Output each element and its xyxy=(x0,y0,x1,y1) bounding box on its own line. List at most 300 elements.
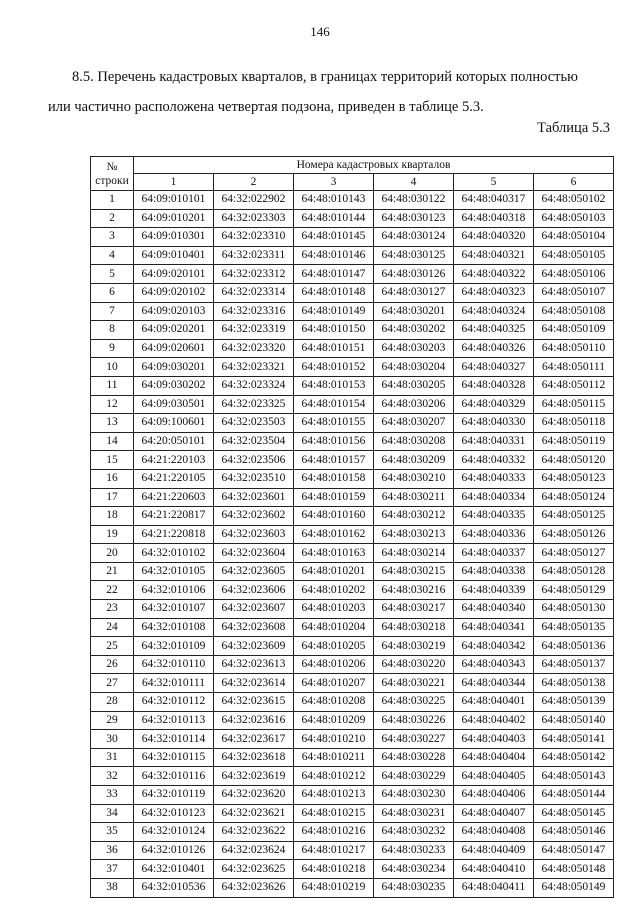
cadastral-number-cell: 64:48:040323 xyxy=(454,283,534,302)
cadastral-number-cell: 64:48:040409 xyxy=(454,841,534,860)
cadastral-number-cell: 64:48:040410 xyxy=(454,860,534,879)
cadastral-number-cell: 64:32:010102 xyxy=(134,544,214,563)
table-row xyxy=(91,469,614,488)
cadastral-number-cell: 64:48:010210 xyxy=(294,730,374,749)
cadastral-number-cell: 64:48:040329 xyxy=(454,395,534,414)
cadastral-number-cell: 64:32:010536 xyxy=(134,878,214,897)
cadastral-number-cell: 64:48:040320 xyxy=(454,228,534,247)
cadastral-number-cell: 64:48:010216 xyxy=(294,823,374,842)
cadastral-number-cell: 64:32:023510 xyxy=(214,469,294,488)
cadastral-number-cell: 64:48:030124 xyxy=(374,228,454,247)
row-number-cell: 31 xyxy=(91,748,134,767)
cadastral-number-cell: 64:48:050109 xyxy=(534,321,614,340)
cadastral-number-cell: 64:09:020101 xyxy=(134,265,214,284)
cadastral-number-cell: 64:32:023601 xyxy=(214,488,294,507)
cadastral-number-cell: 64:48:040337 xyxy=(454,544,534,563)
row-number-cell: 20 xyxy=(91,544,134,563)
cadastral-number-cell: 64:48:040339 xyxy=(454,581,534,600)
cadastral-number-cell: 64:48:010205 xyxy=(294,637,374,656)
cadastral-number-cell: 64:48:030206 xyxy=(374,395,454,414)
cadastral-number-cell: 64:48:040407 xyxy=(454,804,534,823)
row-number-cell: 6 xyxy=(91,283,134,302)
cadastral-number-cell: 64:32:023620 xyxy=(214,786,294,805)
cadastral-number-cell: 64:32:023602 xyxy=(214,507,294,526)
cadastral-number-cell: 64:48:050115 xyxy=(534,395,614,414)
cadastral-number-cell: 64:48:030217 xyxy=(374,600,454,619)
table-row xyxy=(91,488,614,507)
row-number-cell: 7 xyxy=(91,302,134,321)
cadastral-number-cell: 64:48:050128 xyxy=(534,562,614,581)
cadastral-number-cell: 64:48:040332 xyxy=(454,451,534,470)
cadastral-number-cell: 64:48:030225 xyxy=(374,693,454,712)
table-row xyxy=(91,414,614,433)
row-number-cell: 21 xyxy=(91,562,134,581)
cadastral-number-cell: 64:32:023616 xyxy=(214,711,294,730)
table-header-row-top xyxy=(91,157,614,174)
cadastral-number-cell: 64:32:023321 xyxy=(214,358,294,377)
cadastral-number-cell: 64:48:040342 xyxy=(454,637,534,656)
cadastral-number-cell: 64:48:040341 xyxy=(454,618,534,637)
cadastral-number-cell: 64:32:023320 xyxy=(214,339,294,358)
cadastral-number-cell: 64:48:010204 xyxy=(294,618,374,637)
cadastral-number-cell: 64:32:023603 xyxy=(214,525,294,544)
table-row xyxy=(91,581,614,600)
cadastral-number-cell: 64:32:023614 xyxy=(214,674,294,693)
cadastral-number-cell: 64:48:050110 xyxy=(534,339,614,358)
cadastral-number-cell: 64:48:010203 xyxy=(294,600,374,619)
cadastral-number-cell: 64:48:030227 xyxy=(374,730,454,749)
cadastral-number-cell: 64:32:010110 xyxy=(134,655,214,674)
cadastral-number-cell: 64:48:010145 xyxy=(294,228,374,247)
cadastral-number-cell: 64:48:040321 xyxy=(454,246,534,265)
cadastral-number-cell: 64:48:050137 xyxy=(534,655,614,674)
cadastral-number-cell: 64:32:023303 xyxy=(214,209,294,228)
cadastral-number-cell: 64:09:100601 xyxy=(134,414,214,433)
cadastral-number-cell: 64:48:010156 xyxy=(294,432,374,451)
column-header: 5 xyxy=(454,174,534,191)
table-row xyxy=(91,786,614,805)
cadastral-number-cell: 64:48:050140 xyxy=(534,711,614,730)
cadastral-number-cell: 64:48:050124 xyxy=(534,488,614,507)
cadastral-number-cell: 64:32:023324 xyxy=(214,376,294,395)
row-number-cell: 38 xyxy=(91,878,134,897)
page-number: 146 xyxy=(310,24,330,39)
cadastral-number-cell: 64:48:040401 xyxy=(454,693,534,712)
cadastral-number-cell: 64:48:050130 xyxy=(534,600,614,619)
cadastral-number-cell: 64:48:030127 xyxy=(374,283,454,302)
cadastral-number-cell: 64:32:010113 xyxy=(134,711,214,730)
cadastral-number-cell: 64:48:010147 xyxy=(294,265,374,284)
cadastral-number-cell: 64:48:040343 xyxy=(454,655,534,674)
cadastral-number-cell: 64:32:023605 xyxy=(214,562,294,581)
column-header: 6 xyxy=(534,174,614,191)
cadastral-number-cell: 64:48:040327 xyxy=(454,358,534,377)
cadastral-number-cell: 64:48:010208 xyxy=(294,693,374,712)
cadastral-number-cell: 64:48:030213 xyxy=(374,525,454,544)
cadastral-number-cell: 64:48:040336 xyxy=(454,525,534,544)
cadastral-number-cell: 64:09:030501 xyxy=(134,395,214,414)
table-row xyxy=(91,228,614,247)
cadastral-number-cell: 64:48:030214 xyxy=(374,544,454,563)
row-number-cell: 10 xyxy=(91,358,134,377)
cadastral-number-cell: 64:48:010153 xyxy=(294,376,374,395)
table-row xyxy=(91,693,614,712)
cadastral-number-cell: 64:32:023311 xyxy=(214,246,294,265)
cadastral-number-cell: 64:48:030203 xyxy=(374,339,454,358)
cadastral-number-cell: 64:48:010215 xyxy=(294,804,374,823)
cadastral-number-cell: 64:48:040317 xyxy=(454,191,534,210)
cadastral-number-cell: 64:48:050146 xyxy=(534,823,614,842)
cadastral-number-cell: 64:32:010119 xyxy=(134,786,214,805)
cadastral-number-cell: 64:32:023617 xyxy=(214,730,294,749)
row-number-cell: 33 xyxy=(91,786,134,805)
cadastral-number-cell: 64:48:030219 xyxy=(374,637,454,656)
table-row xyxy=(91,376,614,395)
cadastral-number-cell: 64:48:040326 xyxy=(454,339,534,358)
row-number-cell: 27 xyxy=(91,674,134,693)
cadastral-number-cell: 64:48:010144 xyxy=(294,209,374,228)
cadastral-number-cell: 64:48:010202 xyxy=(294,581,374,600)
cadastral-number-cell: 64:48:010162 xyxy=(294,525,374,544)
cadastral-number-cell: 64:48:030216 xyxy=(374,581,454,600)
cadastral-number-cell: 64:32:010401 xyxy=(134,860,214,879)
cadastral-number-cell: 64:48:050126 xyxy=(534,525,614,544)
cadastral-number-cell: 64:48:050111 xyxy=(534,358,614,377)
cadastral-number-cell: 64:48:040404 xyxy=(454,748,534,767)
intro-paragraph-line-1: 8.5. Перечень кадастровых кварталов, в границах территорий которых полностью xyxy=(72,69,578,85)
row-number-cell: 28 xyxy=(91,693,134,712)
cadastral-number-cell: 64:48:010151 xyxy=(294,339,374,358)
row-number-cell: 30 xyxy=(91,730,134,749)
cadastral-number-cell: 64:32:023615 xyxy=(214,693,294,712)
cadastral-numbers-header: Номера кадастровых кварталов xyxy=(134,157,614,174)
cadastral-number-cell: 64:48:040411 xyxy=(454,878,534,897)
cadastral-number-cell: 64:48:050104 xyxy=(534,228,614,247)
cadastral-number-cell: 64:32:023325 xyxy=(214,395,294,414)
cadastral-number-cell: 64:48:050106 xyxy=(534,265,614,284)
cadastral-number-cell: 64:48:030232 xyxy=(374,823,454,842)
cadastral-number-cell: 64:48:010219 xyxy=(294,878,374,897)
cadastral-number-cell: 64:32:010106 xyxy=(134,581,214,600)
cadastral-number-cell: 64:48:050136 xyxy=(534,637,614,656)
cadastral-number-cell: 64:32:023503 xyxy=(214,414,294,433)
cadastral-number-cell: 64:32:023626 xyxy=(214,878,294,897)
cadastral-number-cell: 64:32:022902 xyxy=(214,191,294,210)
cadastral-number-cell: 64:09:030201 xyxy=(134,358,214,377)
cadastral-number-cell: 64:48:030234 xyxy=(374,860,454,879)
column-header: 2 xyxy=(214,174,294,191)
cadastral-number-cell: 64:48:010148 xyxy=(294,283,374,302)
cadastral-number-cell: 64:32:023314 xyxy=(214,283,294,302)
cadastral-number-cell: 64:48:010201 xyxy=(294,562,374,581)
row-number-cell: 5 xyxy=(91,265,134,284)
cadastral-number-cell: 64:48:040325 xyxy=(454,321,534,340)
cadastral-number-cell: 64:48:040408 xyxy=(454,823,534,842)
cadastral-number-cell: 64:32:023319 xyxy=(214,321,294,340)
cadastral-number-cell: 64:48:010143 xyxy=(294,191,374,210)
table-body xyxy=(91,191,614,898)
cadastral-number-cell: 64:48:030220 xyxy=(374,655,454,674)
cadastral-number-cell: 64:48:030210 xyxy=(374,469,454,488)
table-row xyxy=(91,600,614,619)
row-number-cell: 36 xyxy=(91,841,134,860)
table-row xyxy=(91,804,614,823)
row-number-header: № строки xyxy=(91,157,134,191)
cadastral-number-cell: 64:48:050141 xyxy=(534,730,614,749)
cadastral-number-cell: 64:48:010218 xyxy=(294,860,374,879)
row-number-cell: 22 xyxy=(91,581,134,600)
cadastral-number-cell: 64:48:030211 xyxy=(374,488,454,507)
row-number-cell: 1 xyxy=(91,191,134,210)
cadastral-number-cell: 64:48:050127 xyxy=(534,544,614,563)
cadastral-number-cell: 64:48:010206 xyxy=(294,655,374,674)
cadastral-number-cell: 64:32:023619 xyxy=(214,767,294,786)
row-number-cell: 3 xyxy=(91,228,134,247)
table-row xyxy=(91,562,614,581)
cadastral-quarters-table xyxy=(90,156,614,898)
cadastral-number-cell: 64:48:040402 xyxy=(454,711,534,730)
cadastral-number-cell: 64:32:023312 xyxy=(214,265,294,284)
cadastral-number-cell: 64:09:010401 xyxy=(134,246,214,265)
cadastral-number-cell: 64:48:050148 xyxy=(534,860,614,879)
row-number-cell: 34 xyxy=(91,804,134,823)
table-row xyxy=(91,637,614,656)
cadastral-number-cell: 64:48:050143 xyxy=(534,767,614,786)
cadastral-number-cell: 64:48:010154 xyxy=(294,395,374,414)
row-number-cell: 19 xyxy=(91,525,134,544)
table-row xyxy=(91,265,614,284)
cadastral-number-cell: 64:48:040334 xyxy=(454,488,534,507)
cadastral-number-cell: 64:32:010109 xyxy=(134,637,214,656)
cadastral-number-cell: 64:48:050125 xyxy=(534,507,614,526)
table-row xyxy=(91,860,614,879)
cadastral-number-cell: 64:32:023504 xyxy=(214,432,294,451)
table-row xyxy=(91,339,614,358)
table-row xyxy=(91,674,614,693)
table-row xyxy=(91,525,614,544)
row-number-cell: 18 xyxy=(91,507,134,526)
cadastral-number-cell: 64:48:030125 xyxy=(374,246,454,265)
row-number-cell: 12 xyxy=(91,395,134,414)
cadastral-number-cell: 64:09:010201 xyxy=(134,209,214,228)
cadastral-number-cell: 64:48:010209 xyxy=(294,711,374,730)
cadastral-number-cell: 64:48:030229 xyxy=(374,767,454,786)
table-row xyxy=(91,395,614,414)
cadastral-number-cell: 64:48:040340 xyxy=(454,600,534,619)
table-row xyxy=(91,283,614,302)
cadastral-number-cell: 64:48:030228 xyxy=(374,748,454,767)
cadastral-number-cell: 64:48:030215 xyxy=(374,562,454,581)
table-row xyxy=(91,730,614,749)
cadastral-number-cell: 64:48:050120 xyxy=(534,451,614,470)
table-row xyxy=(91,191,614,210)
row-number-cell: 16 xyxy=(91,469,134,488)
cadastral-number-cell: 64:32:010112 xyxy=(134,693,214,712)
cadastral-number-cell: 64:48:030201 xyxy=(374,302,454,321)
cadastral-number-cell: 64:48:030231 xyxy=(374,804,454,823)
cadastral-number-cell: 64:21:220105 xyxy=(134,469,214,488)
cadastral-number-cell: 64:32:023604 xyxy=(214,544,294,563)
cadastral-number-cell: 64:48:040406 xyxy=(454,786,534,805)
cadastral-number-cell: 64:32:010107 xyxy=(134,600,214,619)
cadastral-number-cell: 64:09:020102 xyxy=(134,283,214,302)
cadastral-number-cell: 64:32:023613 xyxy=(214,655,294,674)
row-number-cell: 11 xyxy=(91,376,134,395)
cadastral-number-cell: 64:48:040318 xyxy=(454,209,534,228)
cadastral-number-cell: 64:48:030209 xyxy=(374,451,454,470)
cadastral-number-cell: 64:48:050107 xyxy=(534,283,614,302)
cadastral-number-cell: 64:48:050108 xyxy=(534,302,614,321)
cadastral-number-cell: 64:32:010114 xyxy=(134,730,214,749)
table-row xyxy=(91,655,614,674)
cadastral-number-cell: 64:48:010160 xyxy=(294,507,374,526)
cadastral-number-cell: 64:09:010101 xyxy=(134,191,214,210)
cadastral-number-cell: 64:32:023622 xyxy=(214,823,294,842)
cadastral-number-cell: 64:48:010213 xyxy=(294,786,374,805)
cadastral-number-cell: 64:32:023621 xyxy=(214,804,294,823)
intro-paragraph-line-2: или частично расположена четвертая подзона, приведен в таблице 5.3. xyxy=(48,99,484,115)
cadastral-number-cell: 64:21:220603 xyxy=(134,488,214,507)
cadastral-number-cell: 64:48:040322 xyxy=(454,265,534,284)
cadastral-number-cell: 64:48:030202 xyxy=(374,321,454,340)
cadastral-number-cell: 64:48:040403 xyxy=(454,730,534,749)
cadastral-number-cell: 64:21:220818 xyxy=(134,525,214,544)
cadastral-number-cell: 64:48:030208 xyxy=(374,432,454,451)
cadastral-number-cell: 64:48:030207 xyxy=(374,414,454,433)
cadastral-number-cell: 64:20:050101 xyxy=(134,432,214,451)
cadastral-number-cell: 64:48:030235 xyxy=(374,878,454,897)
cadastral-number-cell: 64:48:010159 xyxy=(294,488,374,507)
cadastral-number-cell: 64:32:010123 xyxy=(134,804,214,823)
cadastral-number-cell: 64:48:040333 xyxy=(454,469,534,488)
row-number-cell: 8 xyxy=(91,321,134,340)
table-row xyxy=(91,711,614,730)
table-row xyxy=(91,823,614,842)
cadastral-number-cell: 64:48:040338 xyxy=(454,562,534,581)
cadastral-number-cell: 64:21:220817 xyxy=(134,507,214,526)
cadastral-number-cell: 64:32:023606 xyxy=(214,581,294,600)
cadastral-number-cell: 64:48:050147 xyxy=(534,841,614,860)
cadastral-number-cell: 64:48:030122 xyxy=(374,191,454,210)
cadastral-number-cell: 64:32:023608 xyxy=(214,618,294,637)
table-row xyxy=(91,432,614,451)
cadastral-number-cell: 64:32:010115 xyxy=(134,748,214,767)
intro-paragraph xyxy=(48,62,618,122)
table-row xyxy=(91,841,614,860)
cadastral-number-cell: 64:32:010116 xyxy=(134,767,214,786)
table-row xyxy=(91,878,614,897)
row-number-cell: 2 xyxy=(91,209,134,228)
column-header: 3 xyxy=(294,174,374,191)
cadastral-number-cell: 64:32:023625 xyxy=(214,860,294,879)
table-row xyxy=(91,767,614,786)
cadastral-number-cell: 64:48:010158 xyxy=(294,469,374,488)
cadastral-number-cell: 64:48:040405 xyxy=(454,767,534,786)
cadastral-number-cell: 64:32:010124 xyxy=(134,823,214,842)
cadastral-number-cell: 64:32:023607 xyxy=(214,600,294,619)
row-number-cell: 14 xyxy=(91,432,134,451)
cadastral-number-cell: 64:48:040344 xyxy=(454,674,534,693)
table-row xyxy=(91,507,614,526)
row-number-cell: 4 xyxy=(91,246,134,265)
cadastral-number-cell: 64:48:030226 xyxy=(374,711,454,730)
cadastral-number-cell: 64:48:010149 xyxy=(294,302,374,321)
cadastral-number-cell: 64:48:010207 xyxy=(294,674,374,693)
cadastral-number-cell: 64:48:010211 xyxy=(294,748,374,767)
cadastral-number-cell: 64:48:030221 xyxy=(374,674,454,693)
cadastral-number-cell: 64:48:010212 xyxy=(294,767,374,786)
cadastral-number-cell: 64:32:023618 xyxy=(214,748,294,767)
row-number-cell: 13 xyxy=(91,414,134,433)
cadastral-number-cell: 64:48:030204 xyxy=(374,358,454,377)
table-row xyxy=(91,451,614,470)
cadastral-number-cell: 64:48:050149 xyxy=(534,878,614,897)
table-row xyxy=(91,748,614,767)
table-caption: Таблица 5.3 xyxy=(537,120,610,136)
cadastral-number-cell: 64:32:023624 xyxy=(214,841,294,860)
row-number-cell: 17 xyxy=(91,488,134,507)
cadastral-number-cell: 64:48:030218 xyxy=(374,618,454,637)
cadastral-number-cell: 64:48:050142 xyxy=(534,748,614,767)
cadastral-number-cell: 64:48:040335 xyxy=(454,507,534,526)
cadastral-number-cell: 64:32:010111 xyxy=(134,674,214,693)
cadastral-number-cell: 64:48:010217 xyxy=(294,841,374,860)
row-number-cell: 29 xyxy=(91,711,134,730)
cadastral-number-cell: 64:09:020103 xyxy=(134,302,214,321)
table-row xyxy=(91,209,614,228)
cadastral-number-cell: 64:48:030123 xyxy=(374,209,454,228)
cadastral-number-cell: 64:48:050103 xyxy=(534,209,614,228)
table-row xyxy=(91,321,614,340)
cadastral-number-cell: 64:48:050129 xyxy=(534,581,614,600)
row-number-cell: 32 xyxy=(91,767,134,786)
cadastral-number-cell: 64:48:050139 xyxy=(534,693,614,712)
cadastral-number-cell: 64:48:030233 xyxy=(374,841,454,860)
cadastral-number-cell: 64:32:023609 xyxy=(214,637,294,656)
cadastral-number-cell: 64:48:050135 xyxy=(534,618,614,637)
row-number-cell: 25 xyxy=(91,637,134,656)
cadastral-number-cell: 64:48:030126 xyxy=(374,265,454,284)
table-row xyxy=(91,544,614,563)
cadastral-number-cell: 64:48:010163 xyxy=(294,544,374,563)
column-header: 1 xyxy=(134,174,214,191)
table-row xyxy=(91,246,614,265)
cadastral-number-cell: 64:48:050102 xyxy=(534,191,614,210)
table-header-row-columns xyxy=(91,174,614,191)
cadastral-number-cell: 64:48:040331 xyxy=(454,432,534,451)
row-number-cell: 35 xyxy=(91,823,134,842)
row-number-cell: 9 xyxy=(91,339,134,358)
cadastral-number-cell: 64:48:050144 xyxy=(534,786,614,805)
cadastral-number-cell: 64:48:010146 xyxy=(294,246,374,265)
cadastral-number-cell: 64:09:010301 xyxy=(134,228,214,247)
cadastral-number-cell: 64:48:040324 xyxy=(454,302,534,321)
cadastral-number-cell: 64:32:010105 xyxy=(134,562,214,581)
row-number-cell: 26 xyxy=(91,655,134,674)
cadastral-number-cell: 64:48:010157 xyxy=(294,451,374,470)
column-header: 4 xyxy=(374,174,454,191)
cadastral-number-cell: 64:48:050112 xyxy=(534,376,614,395)
cadastral-number-cell: 64:32:023506 xyxy=(214,451,294,470)
row-number-cell: 15 xyxy=(91,451,134,470)
table-row xyxy=(91,618,614,637)
row-number-cell: 37 xyxy=(91,860,134,879)
cadastral-number-cell: 64:48:040328 xyxy=(454,376,534,395)
cadastral-number-cell: 64:48:010150 xyxy=(294,321,374,340)
cadastral-number-cell: 64:21:220103 xyxy=(134,451,214,470)
row-number-cell: 24 xyxy=(91,618,134,637)
cadastral-number-cell: 64:09:020201 xyxy=(134,321,214,340)
